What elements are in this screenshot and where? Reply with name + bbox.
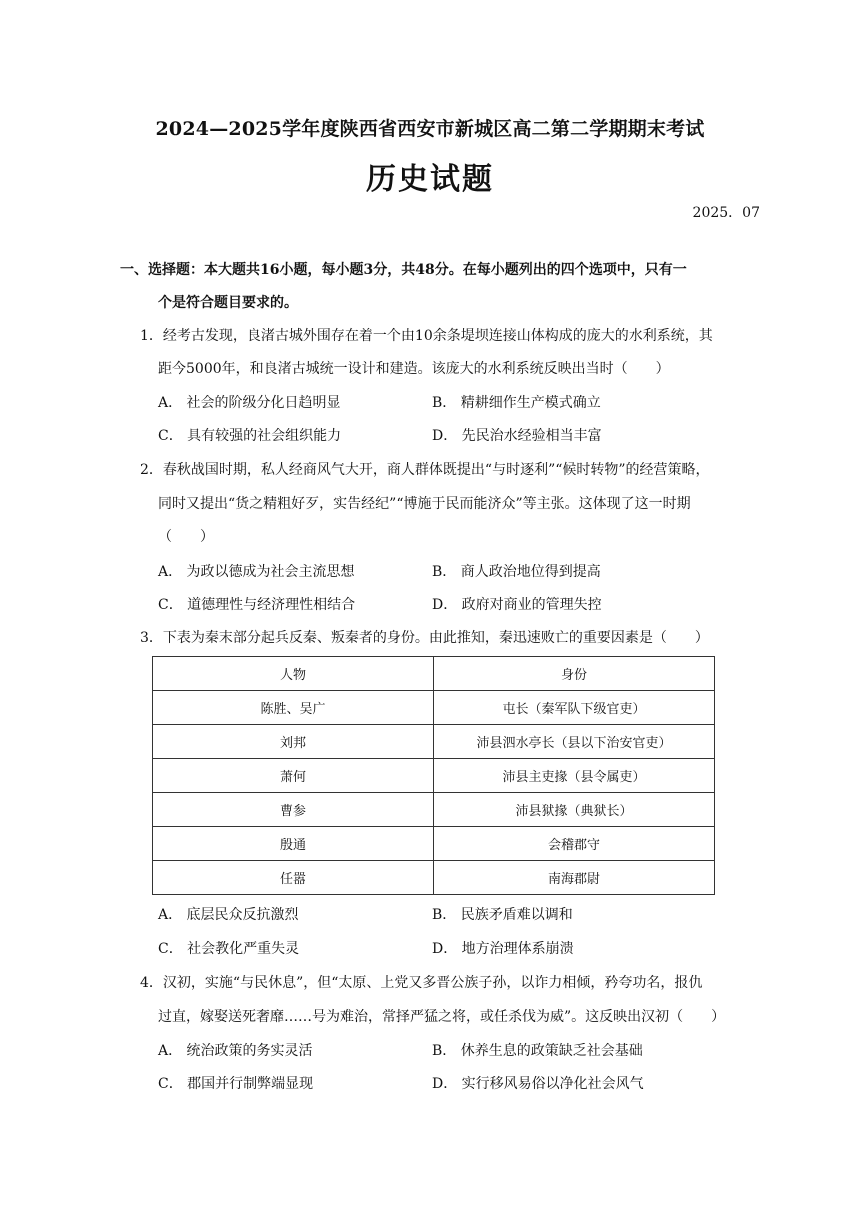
q2-stem-line1: 2．春秋战国时期，私人经商风气大开，商人群体既提出“与时逐利”“候时转物”的经营策略，	[140, 462, 710, 478]
q1-stem-line1: 1．经考古发现，良渚古城外围存在着一个由10余条堤坝连接山体构成的庞大的水利系统，其	[140, 328, 713, 344]
q3-option-c: C． 社会教化严重失灵	[158, 941, 300, 957]
q1-option-c: C． 具有较强的社会组织能力	[158, 428, 342, 444]
q2-stem-line2: 同时又提出“货之精粗好歹，实告经纪”“博施于民而能济众”等主张。这体现了这一时期	[158, 496, 691, 512]
q3-option-d: D． 地方治理体系崩溃	[432, 941, 574, 957]
table-cell: 南海郡尉	[434, 861, 715, 895]
q3-option-a: A． 底层民众反抗激烈	[158, 907, 299, 923]
exam-date: 2025．07	[692, 205, 760, 221]
table-cell: 刘邦	[153, 725, 434, 759]
table-header-row	[153, 657, 715, 691]
q4-option-d: D． 实行移风易俗以净化社会风气	[432, 1076, 644, 1092]
q4-option-c: C． 郡国并行制弊端显现	[158, 1076, 314, 1092]
table-cell: 沛县狱掾（典狱长）	[434, 793, 715, 827]
q1-stem-line2: 距今5000年，和良渚古城统一设计和建造。该庞大的水利系统反映出当时（ ）	[158, 361, 670, 377]
q4-option-a: A． 统治政策的务实灵活	[158, 1043, 313, 1059]
table-row	[153, 827, 715, 861]
q1-option-d: D． 先民治水经验相当丰富	[432, 428, 602, 444]
table-row	[153, 861, 715, 895]
table-row	[153, 793, 715, 827]
q3-option-b: B． 民族矛盾难以调和	[432, 907, 573, 923]
table-cell: 萧何	[153, 759, 434, 793]
table-header-cell: 身份	[434, 657, 715, 691]
section-heading-line1: 一、选择题：本大题共16小题，每小题3分，共48分。在每小题列出的四个选项中，只有一	[120, 262, 687, 278]
exam-subtitle: 历史试题	[366, 162, 494, 197]
table-cell: 沛县主吏掾（县令属吏）	[434, 759, 715, 793]
table-cell: 任嚣	[153, 861, 434, 895]
q2-stem-line3: （ ）	[158, 529, 214, 545]
table-cell: 屯长（秦军队下级官吏）	[434, 691, 715, 725]
table-cell: 殷通	[153, 827, 434, 861]
q1-option-b: B． 精耕细作生产模式确立	[432, 395, 601, 411]
q4-stem-line2: 过直，嫁娶送死奢靡……号为难治，常择严猛之将，或任杀伐为威”。这反映出汉初（ ）	[158, 1009, 726, 1025]
q2-option-a: A． 为政以德成为社会主流思想	[158, 564, 355, 580]
table-cell: 陈胜、吴广	[153, 691, 434, 725]
table-row	[153, 725, 715, 759]
q2-option-c: C． 道德理性与经济理性相结合	[158, 597, 356, 613]
table-row	[153, 691, 715, 725]
q4-stem-line1: 4．汉初，实施“与民休息”，但“太原、上党又多晋公族子孙，以诈力相倾，矜夸功名，报仇	[140, 975, 703, 991]
q3-identity-table	[152, 656, 715, 895]
q3-stem-line1: 3．下表为秦末部分起兵反秦、叛秦者的身份。由此推知，秦迅速败亡的重要因素是（ ）	[140, 630, 709, 646]
table-cell: 会稽郡守	[434, 827, 715, 861]
table-cell: 曹参	[153, 793, 434, 827]
q2-option-d: D． 政府对商业的管理失控	[432, 597, 602, 613]
q1-option-a: A． 社会的阶级分化日趋明显	[158, 395, 341, 411]
table-cell: 沛县泗水亭长（县以下治安官吏）	[434, 725, 715, 759]
table-row	[153, 759, 715, 793]
section-heading-line2: 个是符合题目要求的。	[158, 295, 298, 311]
table-header-cell: 人物	[153, 657, 434, 691]
exam-title: 2024—2025学年度陕西省西安市新城区高二第二学期期末考试	[155, 118, 705, 140]
q4-option-b: B． 休养生息的政策缺乏社会基础	[432, 1043, 643, 1059]
q2-option-b: B． 商人政治地位得到提高	[432, 564, 601, 580]
